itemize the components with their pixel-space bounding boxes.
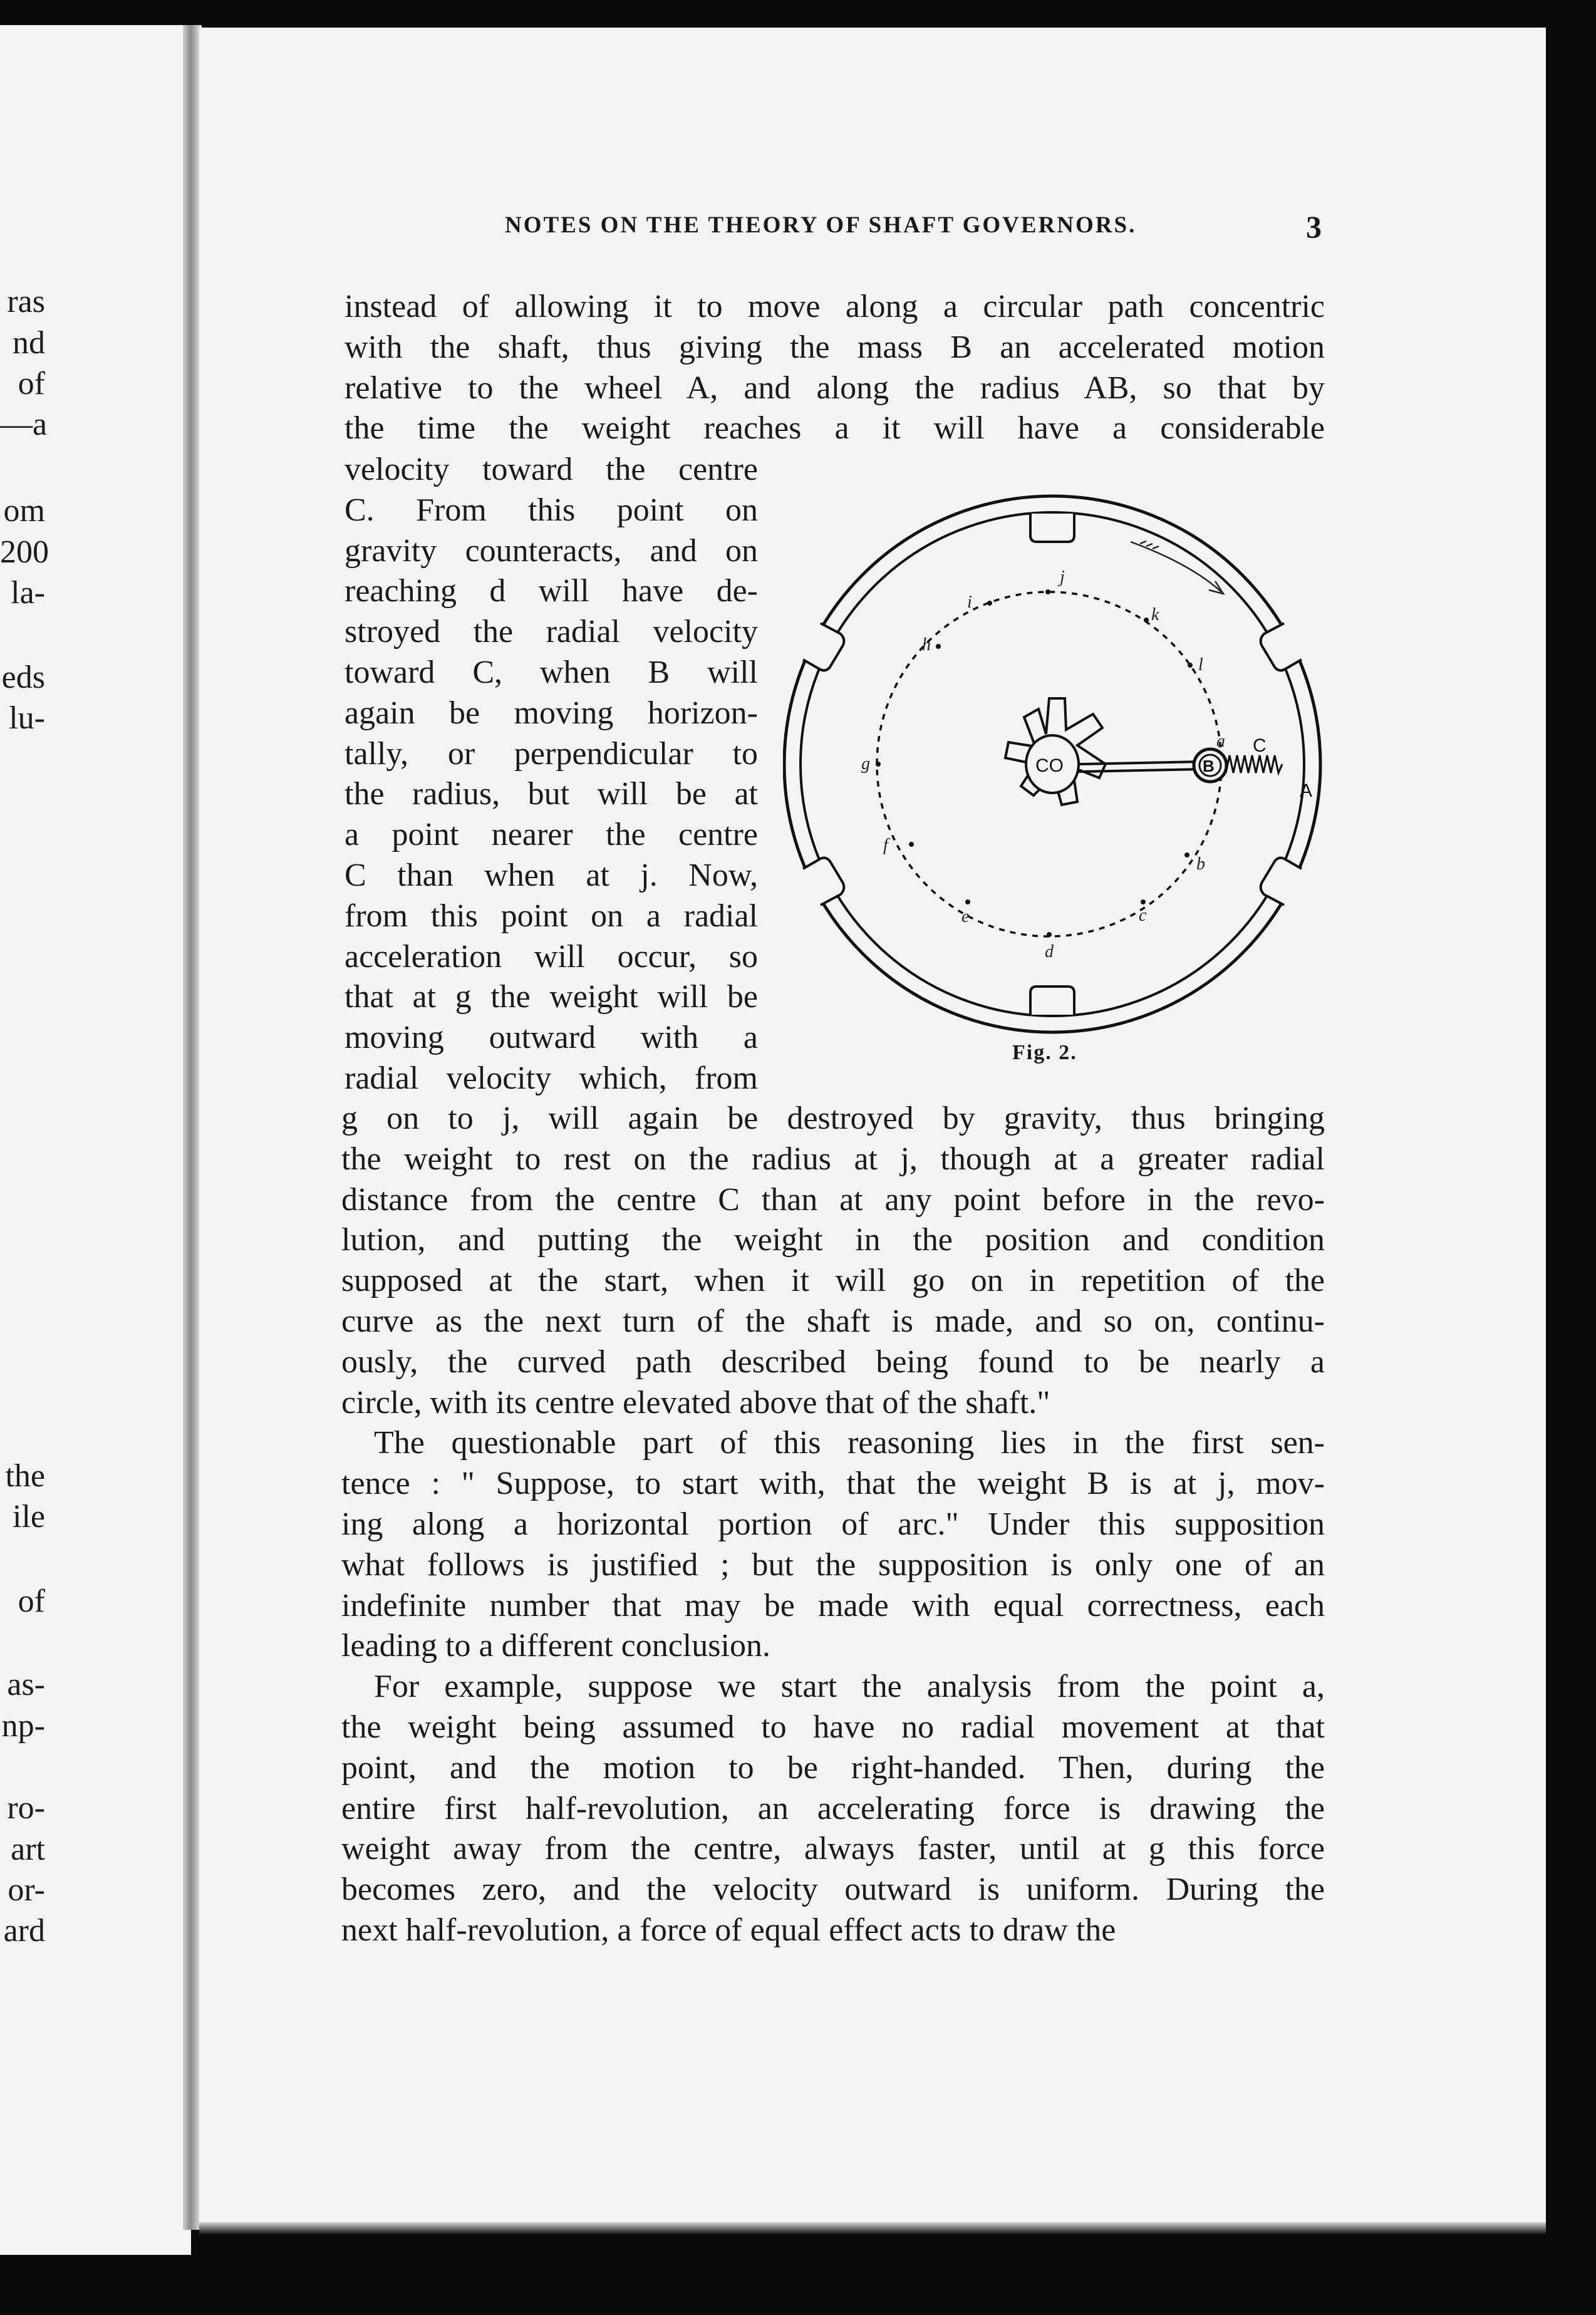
left-page-fragment: of [18, 366, 45, 401]
text-line: instead of allowing it to move along a circular path concentric [345, 289, 1325, 324]
rim-label: A [1300, 780, 1313, 801]
left-page-fragment: la- [11, 575, 45, 611]
left-page-fragment: np- [1, 1708, 45, 1744]
text-line: ously, the curved path described being found to be nearly a [341, 1344, 1325, 1380]
left-page-fragment: ro- [7, 1790, 45, 1826]
text-line: the time the weight reaches a it will have a considerable [345, 410, 1325, 447]
text-line: that at g the weight will be [345, 979, 758, 1015]
weight-label: B [1203, 757, 1215, 775]
hub-label: CO [1035, 755, 1064, 776]
text-line: curve as the next turn of the shaft is made, and so on, continu- [341, 1303, 1325, 1339]
point-label-h: h [922, 635, 931, 655]
text-line: relative to the wheel A, and along the radius AB, so that by [345, 370, 1325, 406]
left-page-fragment: —a [0, 407, 48, 442]
text-line: stroyed the radial velocity [345, 614, 758, 650]
text-line: the weight to rest on the radius at j, though at a greater radial [341, 1141, 1325, 1177]
page-edge-shadow [199, 2222, 1546, 2235]
governor-wheel-diagram [783, 489, 1328, 1040]
left-page-fragment: ile [13, 1499, 45, 1535]
left-page-fragment: lu- [9, 700, 45, 736]
text-line: supposed at the start, when it will go on in repetition of the [341, 1263, 1325, 1299]
text-line: next half-revolution, a force of equal effect acts to draw the [341, 1912, 1116, 1948]
text-line: moving outward with a [345, 1020, 758, 1056]
left-page-fragment: of [18, 1583, 45, 1619]
point-label-l: l [1198, 655, 1203, 675]
text-line: lution, and putting the weight in the position and condition [341, 1222, 1325, 1258]
text-line: tally, or perpendicular to [345, 735, 758, 772]
text-line: circle, with its centre elevated above that of the shaft." [341, 1384, 1050, 1421]
text-line: For example, suppose we start the analysis from the point a, [374, 1669, 1325, 1705]
left-page-fragment: art [11, 1831, 45, 1867]
text-line: entire first half-revolution, an accelerating force is drawing the [341, 1790, 1325, 1826]
left-page-edge [0, 25, 191, 2255]
text-line: the weight being assumed to have no radial movement at that [341, 1709, 1325, 1745]
paragraph-bottom [341, 1099, 1325, 1951]
page-number: 3 [1306, 209, 1322, 244]
left-page-fragment: eds [1, 660, 45, 695]
text-line: weight away from the centre, always faster, until at g this force [341, 1831, 1325, 1867]
text-line: with the shaft, thus giving the mass B an accelerated motion [345, 329, 1325, 365]
figure-caption: Fig. 2. [1012, 1041, 1077, 1064]
point-label-f: f [883, 836, 888, 855]
point-label-g: g [861, 754, 870, 774]
text-line: g on to j, will again be destroyed by gravity, thus bringing [341, 1101, 1325, 1136]
text-line: acceleration will occur, so [345, 938, 758, 975]
text-line: what follows is justified ; but the supposition is only one of an [341, 1546, 1325, 1583]
point-label-c: c [1139, 906, 1147, 925]
left-page-fragment: as- [7, 1667, 45, 1702]
text-line: tence : " Suppose, to start with, that the weight B is at j, mov- [341, 1466, 1325, 1502]
text-line: from this point on a radial [345, 898, 758, 934]
spring-label: C [1253, 735, 1267, 756]
text-line: velocity toward the centre [345, 452, 758, 487]
text-line: C than when at j. Now, [345, 857, 758, 893]
text-line: the radius, but will be at [345, 776, 758, 812]
text-line: gravity counteracts, and on [345, 532, 758, 569]
left-page-fragment: nd [13, 325, 45, 361]
text-line: a point nearer the centre [345, 817, 758, 853]
point-label-b: b [1196, 854, 1205, 874]
hub [1005, 698, 1106, 805]
text-line: The questionable part of this reasoning lies in the first sen- [374, 1425, 1325, 1461]
text-line: toward C, when B will [345, 654, 758, 690]
left-page-fragment: or- [8, 1872, 45, 1908]
text-line: C. From this point on [345, 492, 758, 528]
point-label-k: k [1151, 605, 1159, 624]
text-line: distance from the centre C than at any point before in the revo- [341, 1181, 1325, 1218]
text-line: reaching d will have de- [345, 573, 758, 609]
running-head: NOTES ON THE THEORY OF SHAFT GOVERNORS. [505, 212, 1137, 238]
point-label-j: j [1060, 567, 1065, 587]
left-page-fragment: om [3, 493, 45, 529]
point-label-e: e [961, 907, 970, 926]
point-label-d: d [1045, 942, 1054, 961]
figure-2 [783, 489, 1328, 1040]
paragraph-top [345, 287, 1325, 449]
point-label-i: i [967, 593, 972, 612]
left-page-fragment: the [5, 1458, 45, 1494]
text-line: becomes zero, and the velocity outward is uniform. During the [341, 1872, 1325, 1908]
left-page-fragment: 200 [0, 534, 49, 570]
left-page-fragment: ard [3, 1913, 45, 1949]
point-label-a: a [1216, 732, 1225, 751]
text-line: again be moving horizon- [345, 695, 758, 731]
text-line: leading to a different conclusion. [341, 1628, 770, 1664]
left-page-fragment: ras [7, 284, 45, 319]
text-line: point, and the motion to be right-handed. Then, during the [341, 1749, 1325, 1786]
text-line: radial velocity which, from [345, 1060, 758, 1096]
text-line: indefinite number that may be made with equal correctness, each [341, 1587, 1325, 1624]
text-line: ing along a horizontal portion of arc." Under this supposition [341, 1506, 1325, 1542]
paragraph-beside-figure [345, 450, 758, 1099]
